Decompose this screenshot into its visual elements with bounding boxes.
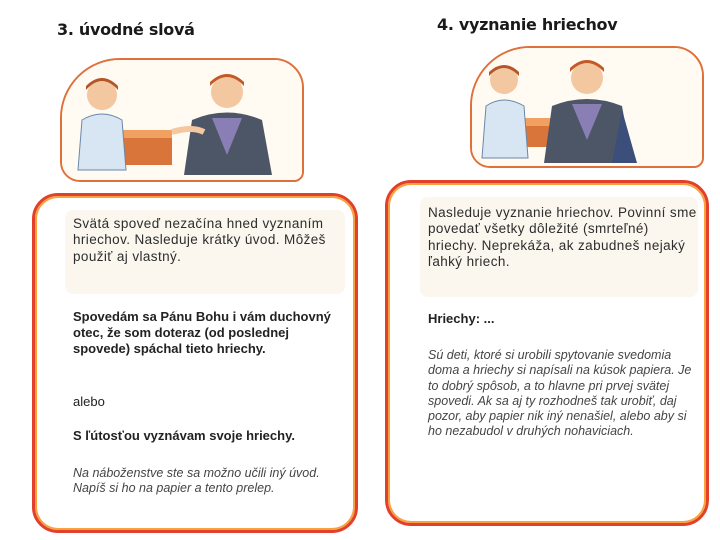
intro-instruction-text: Svätá spoveď nezačína hned vyznaním hriechov. Nasleduje krátky úvod. Môžeš použiť aj vlastný.	[73, 216, 326, 264]
section-heading-intro-words: 3. úvodné slová	[57, 20, 195, 39]
intro-prayer-option-1: Spovedám sa Pánu Bohu i vám duchovný otec, že som doteraz (od poslednej spovede) spáchal tieto hriechy.	[73, 309, 331, 356]
two-boys-confession-scene-icon	[62, 60, 302, 180]
confession-illustration-right	[470, 46, 704, 168]
alternative-separator: alebo	[73, 394, 105, 409]
boy-confessing-to-priest-scene-icon	[472, 48, 702, 166]
intro-note-text: Na náboženstve ste sa možno učili iný úvod. Napíš si ho na papier a tento prelep.	[73, 466, 320, 496]
confession-illustration-left	[60, 58, 304, 182]
section-heading-confession-of-sins: 4. vyznanie hriechov	[437, 15, 618, 34]
confession-of-sins-panel	[385, 180, 709, 526]
intro-words-panel	[32, 193, 358, 533]
confession-note-text: Sú deti, ktoré si urobili spytovanie svedomia doma a hriechy si napísali na kúsok papiera. Je to dobrý spôsob, a to hlavne pri prvej svätej spovedi. Ak sa aj ty rozhodneš tak urobiť, daj pozor, aby papier nik iný nenašiel, alebo aby si ho nezabudol v druhých nohaviciach.	[428, 348, 692, 439]
confession-instruction-text: Nasleduje vyznanie hriechov. Povinní sme povedať všetky dôležité (smrteľné) hriechy. Neprekáža, ak zabudneš nejaký ľahký hriech.	[428, 205, 697, 270]
intro-prayer-option-2: S ľútosťou vyznávam svoje hriechy.	[73, 428, 295, 443]
sins-label: Hriechy: ...	[428, 311, 495, 326]
